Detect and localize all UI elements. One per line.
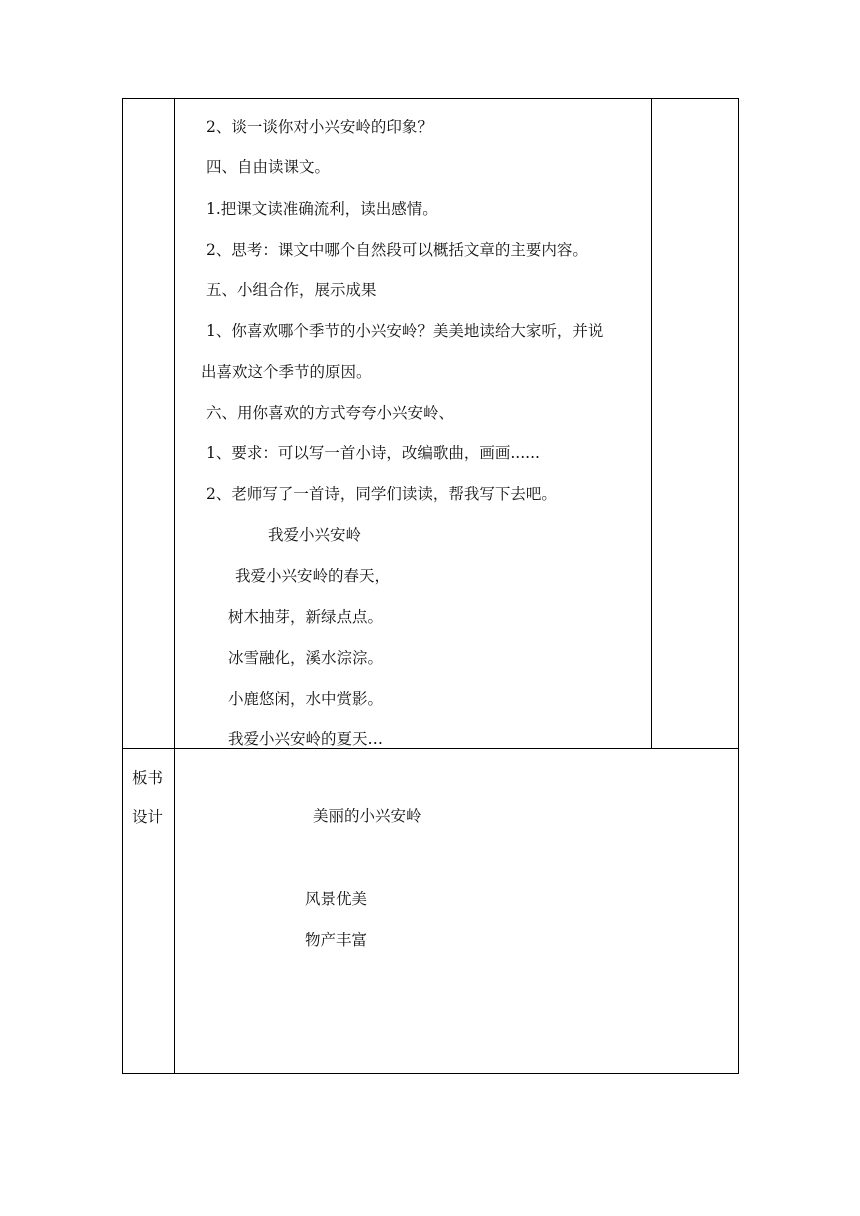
poem-line: 树木抽芽，新绿点点。 — [228, 608, 384, 626]
notes-column-divider — [651, 98, 652, 749]
board-title: 美丽的小兴安岭 — [313, 807, 422, 825]
board-design-label: 板书 — [132, 769, 164, 787]
table-right-border — [738, 98, 739, 1074]
section-heading: 四、自由读课文。 — [206, 158, 331, 176]
poem-title: 我爱小兴安岭 — [268, 526, 362, 544]
board-item: 风景优美 — [305, 890, 368, 908]
table-top-border — [122, 98, 739, 99]
board-design-label: 设计 — [132, 808, 164, 826]
label-column-divider — [174, 98, 175, 1074]
lesson-line: 2、谈一谈你对小兴安岭的印象？ — [206, 118, 433, 136]
poem-line: 冰雪融化，溪水淙淙。 — [228, 649, 384, 667]
section-heading: 六、用你喜欢的方式夸夸小兴安岭、 — [206, 404, 455, 422]
lesson-line: 2、老师写了一首诗，同学们读读，帮我写下去吧。 — [206, 485, 557, 503]
table-bottom-border — [122, 1073, 739, 1074]
lesson-line: 1、你喜欢哪个季节的小兴安岭？美美地读给大家听，并说 — [206, 322, 604, 340]
section-heading: 五、小组合作，展示成果 — [206, 281, 377, 299]
lesson-line: 2、思考：课文中哪个自然段可以概括文章的主要内容。 — [206, 241, 588, 259]
row-divider — [122, 748, 739, 749]
poem-line: 小鹿悠闲，水中赏影。 — [228, 690, 384, 708]
poem-line: 我爱小兴安岭的春天， — [235, 567, 391, 585]
lesson-line-continued: 出喜欢这个季节的原因。 — [201, 363, 372, 381]
poem-line: 我爱小兴安岭的夏天… — [228, 730, 384, 748]
lesson-line: 1、要求：可以写一首小诗，改编歌曲，画画...... — [206, 444, 540, 462]
board-item: 物产丰富 — [305, 931, 368, 949]
lesson-line: 1.把课文读准确流利，读出感情。 — [206, 200, 438, 218]
table-left-border — [122, 98, 123, 1074]
